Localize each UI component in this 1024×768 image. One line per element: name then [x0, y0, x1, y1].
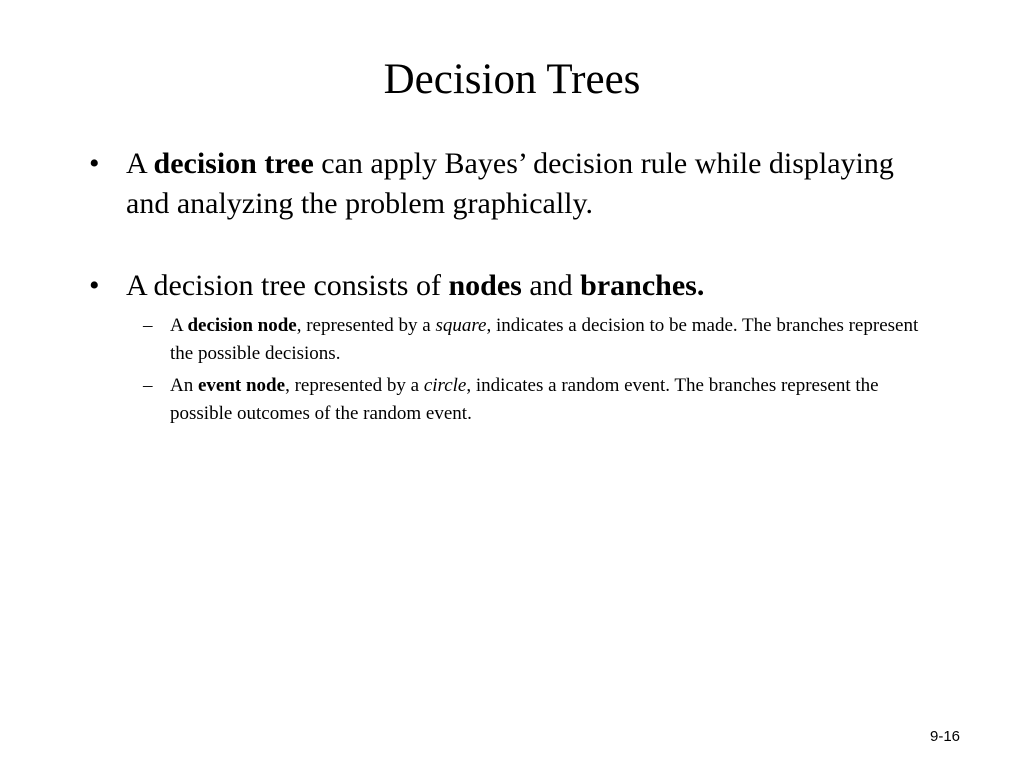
- bold-term-branches: branches.: [580, 269, 705, 302]
- text-run: , indicates a random event. The branches represent the possible outcomes of the random event.: [170, 375, 879, 424]
- text-run: , represented by a: [285, 375, 424, 396]
- sub-bullet-text: [170, 375, 879, 424]
- text-run: can apply Bayes’ decision rule while displaying and analyzing the problem graphically.: [126, 147, 894, 220]
- sub-bullet-event-node: [143, 372, 930, 428]
- bold-term-event-node: event node: [197, 375, 286, 396]
- italic-term-circle: circle: [423, 375, 467, 396]
- page-number: 9-16: [930, 728, 961, 745]
- bold-term-nodes: nodes: [448, 269, 522, 302]
- bold-term-decision-node: decision node: [187, 315, 297, 336]
- bullet-item-nodes-branches: [89, 266, 926, 306]
- text-run: A decision tree consists of: [126, 269, 449, 302]
- bullet-marker: •: [89, 147, 100, 180]
- text-run: A: [170, 315, 188, 336]
- text-run: , represented by a: [296, 315, 436, 336]
- sub-bullet-decision-node: [143, 312, 930, 368]
- slide-title: Decision Trees: [383, 56, 641, 103]
- text-run: An: [170, 375, 198, 396]
- bullet-marker: •: [89, 269, 100, 302]
- text-run: A: [126, 147, 154, 180]
- bold-term-decision-tree: decision tree: [153, 147, 314, 180]
- bullet-text: [126, 269, 704, 302]
- sub-bullet-marker: –: [143, 375, 153, 396]
- text-run: and: [521, 269, 581, 302]
- text-run: , indicates a decision to be made. The branches represent the possible decisions.: [170, 315, 919, 364]
- sub-bullet-marker: –: [143, 315, 153, 336]
- bullet-item-decision-tree: [89, 144, 926, 224]
- bullet-text: [126, 147, 894, 220]
- italic-term-square: square: [435, 315, 487, 336]
- sub-bullet-text: [170, 315, 918, 364]
